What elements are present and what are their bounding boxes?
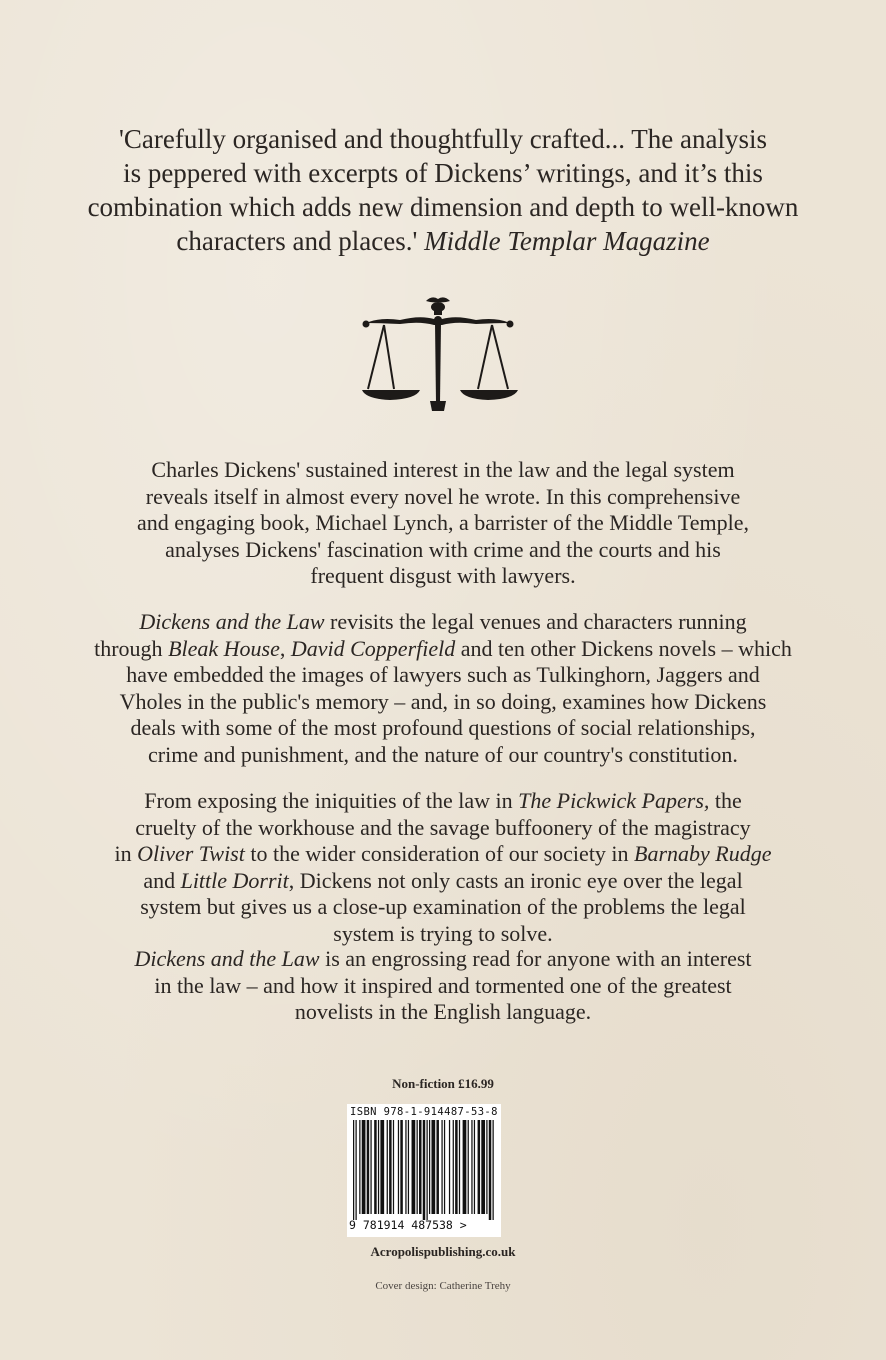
barcode-bar [426,1120,427,1220]
paragraph-text: in [114,841,138,867]
quote-line: is peppered with excerpts of Dickens’ writings, and it’s this [123,158,763,188]
price-label: Non-fiction £16.99 [392,1076,494,1091]
barcode-bar [370,1120,371,1214]
barcode-bar [441,1120,442,1214]
paragraph-text: From exposing the iniquities of the law in [144,788,519,813]
paragraph-line: have embedded the images of lawyers such as Tulkinghorn, Jaggers and [126,662,760,688]
barcode-bar [493,1120,494,1220]
barcode-bar [417,1120,418,1214]
publisher-website: Acropolispublishing.co.uk [370,1244,516,1259]
paragraph-text: the [709,788,742,813]
review-quote [0,122,886,258]
quote-line [0,224,886,258]
barcode-bar [436,1120,438,1214]
paragraph-line: reveals itself in almost every novel he wrote. In this comprehensive [145,483,741,509]
paragraph-line [0,609,886,636]
barcode-bar [419,1120,421,1214]
paragraph-line: system is trying to solve. [333,920,553,946]
paragraph-text: , Dickens not only casts an ironic eye over the legal [288,867,743,893]
quote-line: combination which adds new dimension and depth to well-known [87,192,799,222]
paragraph-line [0,636,886,663]
novel-title: Little Dorrit [180,867,289,893]
barcode-bar [486,1120,487,1214]
barcode-bar [380,1120,384,1214]
paragraph-text: , [279,635,291,661]
paragraph-line: in the law – and how it inspired and tormented one of the greatest [154,972,732,998]
description-paragraph-2 [0,609,886,769]
paragraph-line [0,788,886,815]
paragraph-line: Charles Dickens' sustained interest in the law and the legal system [151,457,735,482]
barcode-bar [429,1120,430,1214]
barcode-bar [405,1120,406,1214]
barcode-bar [359,1120,360,1214]
barcode-bar [423,1120,425,1220]
isbn-barcode [347,1104,501,1237]
paragraph-text: and ten other Dickens novels – which [455,635,792,661]
paragraph-line: system but gives us a close-up examination of the problems the legal [140,894,746,920]
paragraph-line: analyses Dickens' fascination with crime and the courts and his [165,536,721,562]
barcode-bar [431,1120,435,1214]
novel-title: David Copperfield [290,635,456,661]
paragraph-line: Vholes in the public's memory – and, in so doing, examines how Dickens [119,688,767,714]
barcode-bar [453,1120,454,1214]
paragraph-line [0,946,886,973]
barcode-bar [393,1120,394,1214]
barcode-bar [362,1120,366,1214]
barcode-bar [367,1120,369,1214]
book-title: Dickens and the Law [134,946,320,971]
paragraph-line: frequent disgust with lawyers. [310,563,576,589]
paragraph-line [0,841,886,868]
barcode-bar [408,1120,409,1214]
barcode-bar [471,1120,472,1214]
paragraph-text: is an engrossing read for anyone with an interest [319,946,752,971]
paragraph-text: through [94,635,169,661]
book-title: Dickens and the Law [139,609,325,634]
novel-title: Oliver Twist [137,841,245,867]
barcode-bar [459,1120,460,1214]
description-paragraph-1 [0,457,886,590]
description-paragraph-3 [0,788,886,948]
barcode-bar [489,1120,491,1220]
barcode-bar [444,1120,445,1214]
barcode-bar [398,1120,399,1214]
barcode-bar [387,1120,388,1214]
barcode-bar [353,1120,354,1220]
quote-source: Middle Templar Magazine [424,226,710,256]
barcode-bar [374,1120,376,1214]
paragraph-line: crime and punishment, and the nature of our country's constitution. [148,741,738,767]
barcode-bars [349,1120,499,1220]
novel-title: The Pickwick Papers, [518,788,710,813]
paragraph-line: cruelty of the workhouse and the savage buffoonery of the magistracy [135,814,751,840]
barcode-bar [468,1120,469,1214]
barcode-bar [389,1120,391,1214]
description-paragraph-4 [0,946,886,1026]
paragraph-line: novelists in the English language. [294,999,592,1025]
scales-of-justice-icon [360,293,520,413]
novel-title: Barnaby Rudge [634,841,772,867]
cover-design-credit: Cover design: Catherine Trehy [375,1280,511,1292]
barcode-bar [449,1120,450,1214]
quote-line: 'Carefully organised and thoughtfully crafted... The analysis [119,124,767,154]
barcode-digits: 9 781914 487538 > [349,1218,467,1232]
barcode-bar [463,1120,467,1214]
novel-title: Bleak House [168,635,280,661]
paragraph-text: to the wider consideration of our society in [244,841,635,867]
barcode-bar [378,1120,379,1214]
paragraph-line: deals with some of the most profound questions of social relationships, [130,715,756,741]
barcode-bar [400,1120,402,1214]
paragraph-text: revisits the legal venues and characters running [324,609,747,634]
barcode-bar [474,1120,475,1214]
paragraph-line [0,868,886,895]
paragraph-line: and engaging book, Michael Lynch, a barrister of the Middle Temple, [136,510,750,536]
barcode-bar [412,1120,416,1214]
barcode-bar [455,1120,457,1214]
barcode-bar [355,1120,356,1220]
quote-text: characters and places.' [176,226,425,256]
paragraph-text: and [143,867,181,893]
barcode-bar [481,1120,485,1214]
isbn-label: ISBN 978-1-914487-53-8 [350,1106,498,1118]
barcode-bar [478,1120,480,1214]
